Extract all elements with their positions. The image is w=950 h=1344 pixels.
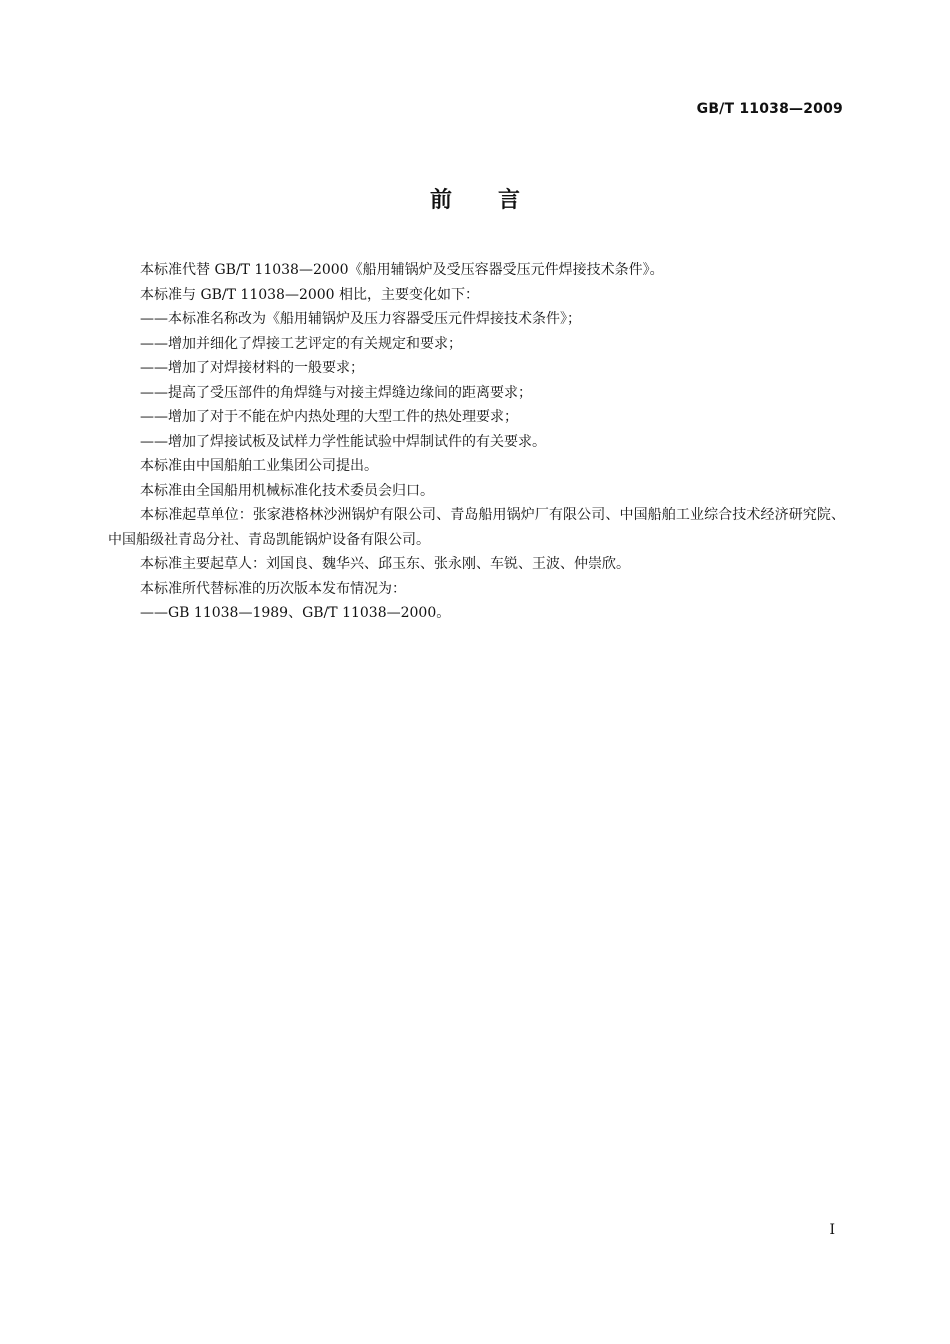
paragraph-committee: 本标准由全国船用机械标准化技术委员会归口。 bbox=[140, 482, 434, 499]
list-item-history: ——GB 11038—1989、GB/T 11038—2000。 bbox=[140, 605, 451, 621]
foreword-body bbox=[108, 258, 845, 626]
list-item-change-2: ——增加并细化了焊接工艺评定的有关规定和要求； bbox=[140, 335, 462, 352]
paragraph-proposer: 本标准由中国船舶工业集团公司提出。 bbox=[140, 458, 378, 474]
list-item-change-1: ——本标准名称改为《船用辅锅炉及压力容器受压元件焊接技术条件》； bbox=[140, 311, 581, 327]
page-title: 前言 bbox=[429, 188, 566, 213]
list-item-change-6: ——增加了焊接试板及试样力学性能试验中焊制试件的有关要求。 bbox=[140, 433, 546, 450]
standard-code-header: GB/T 11038—2009 bbox=[696, 101, 843, 117]
page-number: I bbox=[829, 1222, 835, 1238]
paragraph-history-intro: 本标准所代替标准的历次版本发布情况为： bbox=[140, 580, 406, 597]
list-item-change-3: ——增加了对焊接材料的一般要求； bbox=[140, 360, 364, 376]
paragraph-drafting-units: 本标准起草单位：张家港格林沙洲锅炉有限公司、青岛船用锅炉厂有限公司、中国船舶工业综合技术经济研究院、中国船级社青岛分社、青岛凯能锅炉设备有限公司。 bbox=[108, 507, 845, 548]
list-item-change-5: ——增加了对于不能在炉内热处理的大型工件的热处理要求； bbox=[140, 409, 518, 425]
paragraph-drafters: 本标准主要起草人：刘国良、魏华兴、邱玉东、张永刚、车锐、王波、仲崇欣。 bbox=[140, 556, 630, 572]
list-item-change-4: ——提高了受压部件的角焊缝与对接主焊缝边缘间的距离要求； bbox=[140, 384, 532, 401]
paragraph-changes-intro: 本标准与 GB/T 11038—2000 相比，主要变化如下： bbox=[140, 286, 480, 303]
paragraph-replaces: 本标准代替 GB/T 11038—2000《船用辅锅炉及受压容器受压元件焊接技术条件》。 bbox=[140, 262, 664, 278]
